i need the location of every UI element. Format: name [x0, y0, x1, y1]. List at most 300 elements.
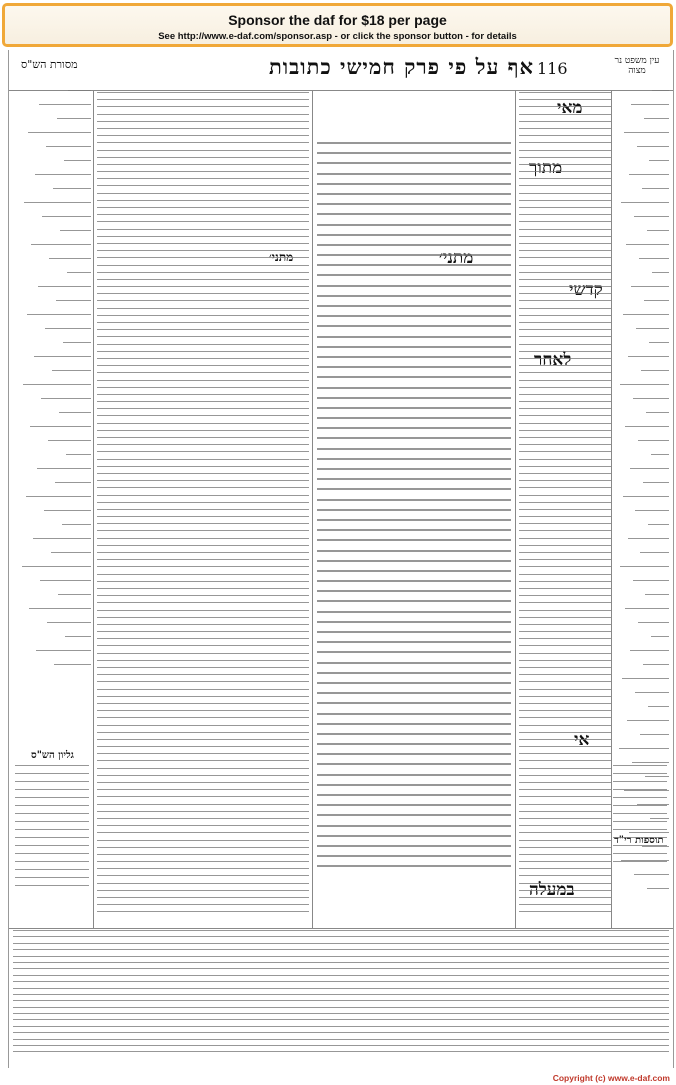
text-line: [626, 244, 669, 258]
text-line: [519, 300, 611, 307]
text-line: [97, 725, 309, 732]
text-line: [97, 135, 309, 142]
text-line: [97, 250, 309, 257]
text-line: [97, 444, 309, 451]
text-line: [97, 890, 309, 897]
text-line: [39, 104, 91, 118]
text-line: [519, 444, 611, 451]
text-line: [97, 178, 309, 185]
text-line: [317, 274, 511, 284]
text-line: [317, 366, 511, 376]
text-line: [519, 279, 611, 286]
text-line: [317, 488, 511, 498]
text-line: [97, 207, 309, 214]
text-line: [46, 146, 91, 160]
text-line: [317, 213, 511, 223]
text-line: [97, 193, 309, 200]
text-line: [317, 346, 511, 356]
text-line: [623, 314, 669, 328]
text-line: [97, 502, 309, 509]
text-line: [613, 821, 667, 829]
text-line: [519, 214, 611, 221]
text-line: [40, 580, 91, 594]
text-line: [97, 200, 309, 207]
text-line: [317, 651, 511, 661]
text-line: [519, 516, 611, 523]
text-line: [97, 595, 309, 602]
text-line: [634, 874, 669, 888]
text-line: [519, 380, 611, 387]
text-line: [317, 264, 511, 274]
text-line: [519, 387, 611, 394]
text-line: [519, 746, 611, 753]
text-line: [97, 394, 309, 401]
text-line: [519, 459, 611, 466]
text-line: [53, 188, 91, 202]
sponsor-banner[interactable]: [2, 3, 673, 47]
text-line: [47, 622, 91, 636]
text-line: [97, 732, 309, 739]
text-line: [519, 897, 611, 904]
column-divider: [611, 90, 612, 928]
text-line: [317, 580, 511, 590]
text-line: [613, 789, 667, 797]
text-line: [97, 466, 309, 473]
text-line: [97, 717, 309, 724]
text-line: [519, 401, 611, 408]
text-line: [519, 286, 611, 293]
text-line: [519, 768, 611, 775]
text-line: [97, 760, 309, 767]
text-line: [317, 203, 511, 213]
text-line: [97, 480, 309, 487]
text-line: [97, 746, 309, 753]
text-line: [317, 224, 511, 234]
text-line: [97, 667, 309, 674]
text-line: [97, 221, 309, 228]
text-line: [97, 114, 309, 121]
text-line: [519, 415, 611, 422]
text-line: [620, 384, 669, 398]
text-line: [97, 150, 309, 157]
text-line: [317, 672, 511, 682]
text-line: [97, 840, 309, 847]
text-line: [97, 229, 309, 236]
text-line: [519, 911, 611, 918]
sponsor-subtitle[interactable]: See http://www.e-daf.com/sponsor.asp - or click the sponsor button - for details: [158, 31, 517, 42]
text-line: [519, 430, 611, 437]
text-line: [639, 258, 669, 272]
tosafot-keyword: מתני׳: [269, 250, 294, 264]
text-line: [42, 216, 91, 230]
text-line: [63, 342, 91, 356]
text-line: [640, 552, 669, 566]
text-line: [56, 300, 91, 314]
ein-mishpat-label: עין משפט נר מצוה: [614, 56, 660, 76]
text-line: [97, 566, 309, 573]
text-line: [15, 765, 89, 773]
text-line: [97, 451, 309, 458]
text-line: [52, 370, 91, 384]
text-line: [519, 847, 611, 854]
text-line: [317, 784, 511, 794]
text-line: [642, 188, 669, 202]
text-line: [97, 703, 309, 710]
text-line: [649, 342, 669, 356]
text-line: [317, 560, 511, 570]
text-line: [97, 336, 309, 343]
text-line: [97, 401, 309, 408]
rashi-keyword: מתוך: [529, 158, 563, 178]
text-line: [317, 845, 511, 855]
masores-margin: [13, 90, 91, 690]
text-line: [317, 835, 511, 845]
text-line: [519, 185, 611, 192]
text-line: [97, 214, 309, 221]
text-line: [97, 653, 309, 660]
text-line: [97, 689, 309, 696]
text-line: [519, 725, 611, 732]
text-line: [97, 789, 309, 796]
text-line: [317, 305, 511, 315]
text-line: [317, 458, 511, 468]
mishnah-keyword: מאי: [557, 98, 583, 118]
text-line: [519, 840, 611, 847]
text-line: [519, 150, 611, 157]
text-line: [519, 581, 611, 588]
text-line: [613, 781, 667, 789]
text-line: [317, 539, 511, 549]
text-line: [519, 818, 611, 825]
text-line: [622, 678, 669, 692]
text-line: [630, 468, 669, 482]
text-line: [638, 440, 669, 454]
text-line: [519, 638, 611, 645]
text-line: [23, 384, 91, 398]
text-line: [55, 482, 91, 496]
text-line: [519, 617, 611, 624]
text-line: [97, 329, 309, 336]
text-line: [519, 739, 611, 746]
text-line: [519, 602, 611, 609]
text-line: [97, 617, 309, 624]
text-line: [317, 315, 511, 325]
text-line: [519, 487, 611, 494]
text-line: [97, 804, 309, 811]
text-line: [97, 437, 309, 444]
text-line: [519, 775, 611, 782]
text-line: [633, 398, 669, 412]
text-line: [643, 482, 669, 496]
text-line: [97, 128, 309, 135]
text-line: [625, 608, 669, 622]
text-line: [519, 710, 611, 717]
text-line: [317, 244, 511, 254]
text-line: [519, 157, 611, 164]
text-line: [519, 610, 611, 617]
text-line: [27, 314, 91, 328]
lemaar-keyword: לאחר: [534, 350, 572, 370]
text-line: [97, 868, 309, 875]
text-line: [317, 478, 511, 488]
text-line: [97, 300, 309, 307]
text-line: [317, 825, 511, 835]
text-line: [97, 610, 309, 617]
gilyon-title: גליון הש"ס: [31, 750, 74, 761]
text-line: [317, 183, 511, 193]
text-line: [97, 674, 309, 681]
text-line: [97, 487, 309, 494]
column-divider: [515, 90, 516, 928]
copyright-link[interactable]: Copyright (c) www.e-daf.com: [552, 1073, 670, 1083]
text-line: [97, 293, 309, 300]
text-line: [519, 336, 611, 343]
text-line: [97, 782, 309, 789]
text-line: [317, 254, 511, 264]
text-line: [519, 372, 611, 379]
talmud-page: [8, 50, 674, 1068]
text-line: [317, 285, 511, 295]
text-line: [519, 559, 611, 566]
text-line: [57, 118, 91, 132]
text-line: [97, 875, 309, 882]
text-line: [97, 171, 309, 178]
text-line: [97, 739, 309, 746]
text-line: [652, 90, 669, 104]
text-line: [317, 356, 511, 366]
text-line: [97, 387, 309, 394]
text-line: [97, 645, 309, 652]
text-line: [54, 664, 91, 678]
text-line: [627, 720, 669, 734]
masores-label: מסורת הש"ס: [21, 58, 78, 71]
text-line: [519, 272, 611, 279]
text-line: [629, 174, 669, 188]
text-line: [519, 243, 611, 250]
text-line: [519, 423, 611, 430]
tosafot-harid-block: [613, 765, 667, 875]
text-line: [519, 875, 611, 882]
text-line: [15, 773, 89, 781]
text-line: [317, 193, 511, 203]
text-line: [317, 417, 511, 427]
text-line: [519, 250, 611, 257]
text-line: [97, 344, 309, 351]
text-line: [613, 773, 667, 781]
text-line: [97, 473, 309, 480]
text-line: [613, 829, 667, 837]
text-line: [37, 468, 91, 482]
kadshi-keyword: קדשי: [569, 280, 603, 300]
text-line: [317, 590, 511, 600]
text-line: [613, 845, 667, 853]
text-line: [97, 380, 309, 387]
text-line: [97, 552, 309, 559]
text-line: [97, 775, 309, 782]
text-line: [519, 358, 611, 365]
text-line: [519, 753, 611, 760]
text-line: [317, 774, 511, 784]
text-line: [628, 538, 669, 552]
bemaala-keyword: במעלה: [529, 880, 575, 900]
text-line: [317, 234, 511, 244]
text-line: [519, 99, 611, 106]
text-line: [64, 160, 91, 174]
text-line: [317, 733, 511, 743]
text-line: [519, 760, 611, 767]
text-line: [624, 132, 669, 146]
text-line: [97, 897, 309, 904]
text-line: [97, 911, 309, 918]
text-line: [317, 570, 511, 580]
text-line: [66, 454, 91, 468]
text-line: [97, 638, 309, 645]
text-line: [62, 524, 91, 538]
text-line: [519, 257, 611, 264]
text-line: [97, 315, 309, 322]
text-line: [317, 468, 511, 478]
text-line: [97, 904, 309, 911]
text-line: [519, 451, 611, 458]
text-line: [519, 293, 611, 300]
text-line: [519, 868, 611, 875]
text-line: [97, 681, 309, 688]
text-line: [317, 550, 511, 560]
text-line: [317, 804, 511, 814]
text-line: [613, 813, 667, 821]
text-line: [317, 662, 511, 672]
text-line: [519, 128, 611, 135]
text-line: [97, 753, 309, 760]
text-line: [636, 328, 669, 342]
text-line: [97, 99, 309, 106]
text-line: [97, 847, 309, 854]
text-line: [317, 692, 511, 702]
text-line: [519, 681, 611, 688]
text-line: [317, 702, 511, 712]
text-line: [519, 322, 611, 329]
tosafot-column: [97, 92, 309, 927]
text-line: [97, 509, 309, 516]
text-line: [519, 689, 611, 696]
rashi-column: [519, 92, 611, 927]
text-line: [635, 692, 669, 706]
text-line: [630, 650, 669, 664]
text-line: [97, 811, 309, 818]
text-line: [644, 300, 669, 314]
text-line: [519, 408, 611, 415]
text-line: [519, 703, 611, 710]
text-line: [519, 344, 611, 351]
text-line: [519, 229, 611, 236]
text-line: [15, 829, 89, 837]
text-line: [317, 529, 511, 539]
text-line: [613, 797, 667, 805]
text-line: [519, 265, 611, 272]
text-line: [317, 336, 511, 346]
text-line: [59, 412, 91, 426]
text-line: [519, 315, 611, 322]
text-line: [519, 530, 611, 537]
text-line: [15, 781, 89, 789]
gemara-column: [317, 142, 511, 867]
gilyon-hashas: [15, 765, 89, 895]
text-line: [519, 207, 611, 214]
text-line: [519, 674, 611, 681]
text-line: [24, 202, 91, 216]
text-line: [97, 236, 309, 243]
text-line: [519, 502, 611, 509]
text-line: [645, 594, 669, 608]
text-line: [317, 152, 511, 162]
text-line: [15, 853, 89, 861]
text-line: [317, 437, 511, 447]
text-line: [34, 356, 91, 370]
text-line: [519, 631, 611, 638]
amar-keyword: אי: [574, 730, 590, 750]
text-line: [519, 351, 611, 358]
text-line: [651, 636, 669, 650]
text-line: [97, 322, 309, 329]
text-line: [647, 888, 669, 902]
text-line: [651, 454, 669, 468]
text-line: [97, 279, 309, 286]
text-line: [519, 696, 611, 703]
text-line: [15, 861, 89, 869]
text-line: [97, 624, 309, 631]
text-line: [68, 90, 91, 104]
text-line: [97, 818, 309, 825]
text-line: [41, 398, 91, 412]
text-line: [519, 121, 611, 128]
text-line: [317, 794, 511, 804]
text-line: [317, 427, 511, 437]
text-line: [97, 272, 309, 279]
text-line: [519, 178, 611, 185]
text-line: [620, 566, 669, 580]
text-line: [97, 696, 309, 703]
text-line: [519, 200, 611, 207]
text-line: [29, 608, 91, 622]
text-line: [641, 370, 669, 384]
text-line: [519, 437, 611, 444]
text-line: [613, 837, 667, 845]
text-line: [646, 412, 669, 426]
text-line: [97, 883, 309, 890]
text-line: [519, 832, 611, 839]
text-line: [519, 308, 611, 315]
text-line: [519, 538, 611, 545]
text-line: [60, 230, 91, 244]
text-line: [317, 600, 511, 610]
text-line: [519, 566, 611, 573]
text-line: [13, 1051, 669, 1057]
text-line: [36, 650, 91, 664]
text-line: [31, 244, 91, 258]
text-line: [97, 516, 309, 523]
text-line: [613, 861, 667, 869]
text-line: [519, 804, 611, 811]
text-line: [15, 845, 89, 853]
column-divider: [93, 90, 94, 928]
text-line: [519, 466, 611, 473]
text-line: [317, 162, 511, 172]
text-line: [49, 258, 91, 272]
text-line: [519, 595, 611, 602]
text-line: [317, 855, 511, 865]
text-line: [613, 805, 667, 813]
sponsor-title[interactable]: Sponsor the daf for $18 per page: [228, 12, 447, 28]
